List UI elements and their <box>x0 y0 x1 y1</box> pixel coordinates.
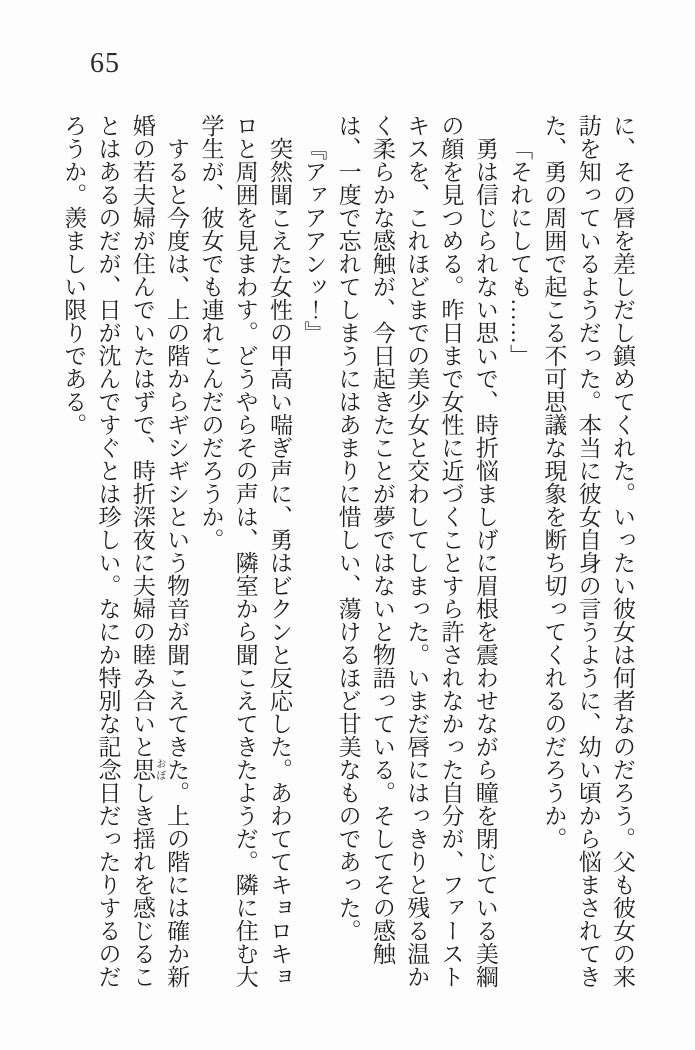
furigana: おぼ <box>153 758 165 781</box>
text-body <box>56 114 639 989</box>
paragraph: すると今度は、上の階からギシギシという物音が聞こえてきた。上の階には確か新婚の若夫婦が住んでいたはずで、時折深夜に夫婦の睦み合いと思 おぼしき揺れを感じることはあるのだが、日が沈んですぐとは珍しい。なにか特別な記念日だったりするのだろうか。羨ましい限りである。 <box>61 114 190 988</box>
paragraph: に、その唇を差しだし鎮めてくれた。いったい彼女は何者なのだろう。父も彼女の来訪を知っているようだった。本当に彼女自身の言うように、幼い頃から悩まされてきた、勇の周囲で起こる不可思議な現象を断ち切ってくれるのだろうか。 <box>541 114 635 988</box>
page-number: 65 <box>90 48 120 79</box>
paragraph: 『アァアアンッ！』 <box>301 137 327 344</box>
paragraph: 突然聞こえた女性の甲高い喘ぎ声に、勇はビクンと反応した。あわててキョロキョロと周囲を見まわす。どうやらその声は、隣室から聞こえてきたようだ。隣に住む大学生が、彼女でも連れこんだのだろうか。 <box>198 114 293 988</box>
ruby-annotated-kanji: 思 おぼ <box>129 758 165 781</box>
paragraph: 「それにしても……」 <box>507 137 533 367</box>
paragraph: 勇は信じられない思いで、時折悩ましげに眉根を震わせながら瞳を閉じている美綱の顔を見つめる。昨日まで女性に近づくことすら許されなかった自分が、ファーストキスを、これほどまでの美少女と交わしてしまった。いまだ唇にはっきりと残る温かく柔らかな感触が、今日起きたことが夢ではないと物語っている。そしてその感触は、一度で忘れてしまうにはあまりに惜しい、蕩けるほど甘美なものであった。 <box>335 114 498 988</box>
